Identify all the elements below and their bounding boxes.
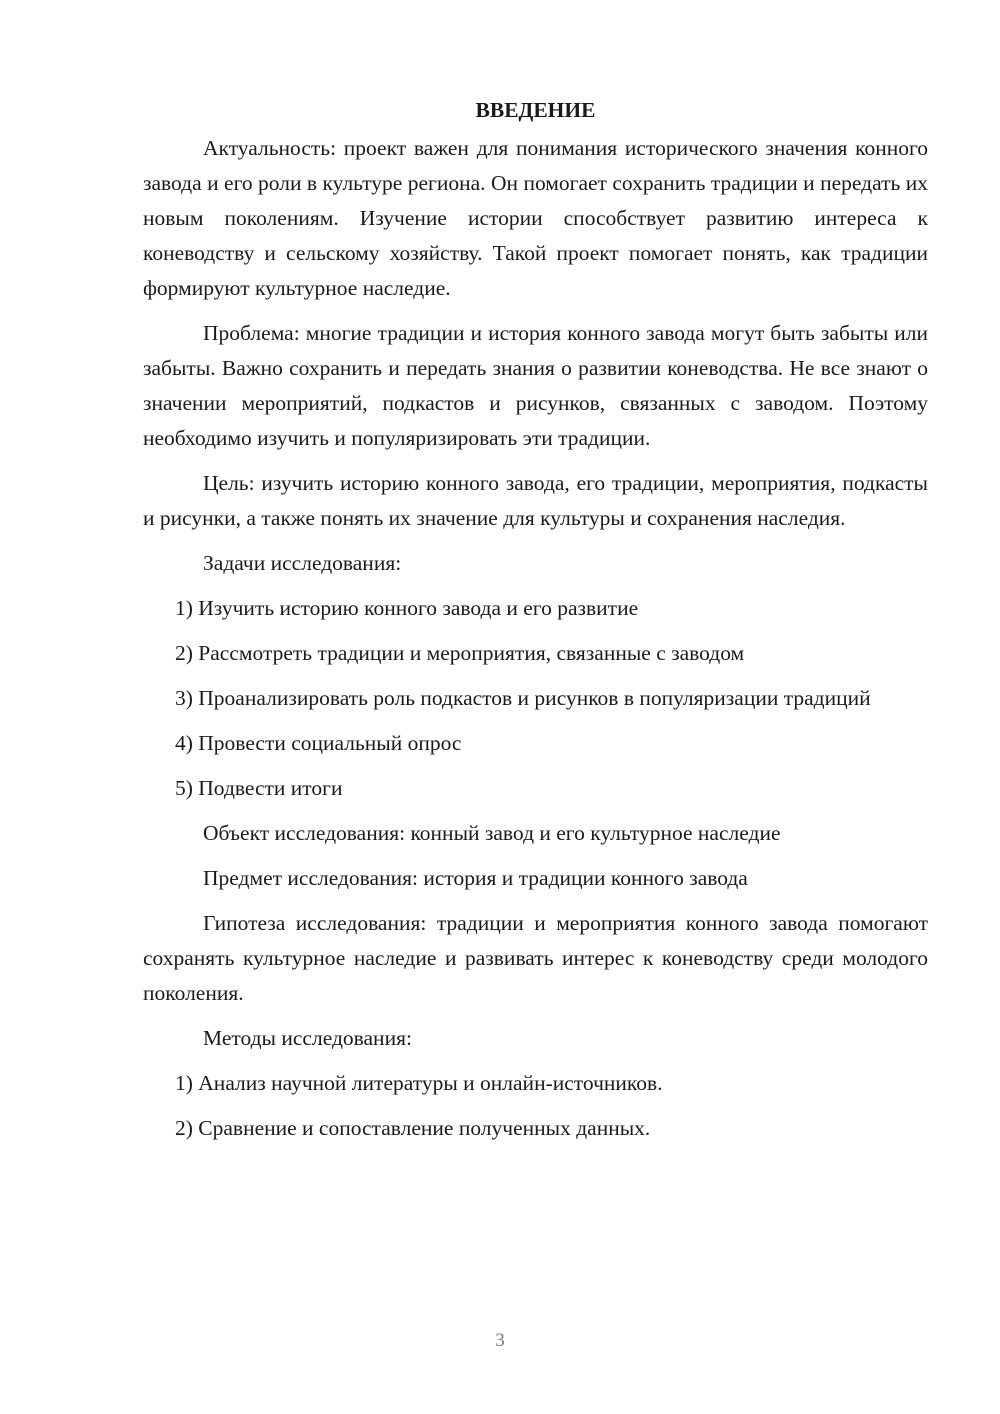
list-item: 2) Рассмотреть традиции и мероприятия, связанные с заводом: [175, 641, 745, 665]
list-item: 2) Сравнение и сопоставление полученных данных.: [175, 1116, 651, 1140]
methods-list: [143, 1066, 928, 1146]
tasks-list: [143, 591, 928, 806]
list-item: 1) Изучить историю конного завода и его развитие: [175, 596, 639, 620]
page-title: ВВЕДЕНИЕ: [475, 98, 596, 122]
document-page: [143, 95, 928, 1156]
paragraph-goal: Цель: изучить историю конного завода, его традиции, мероприятия, подкасты и рисунки, а также понять их значение для культуры и сохранения наследия.: [143, 471, 928, 530]
paragraph-relevance: Актуальность: проект важен для понимания исторического значения конного завода и его роли в культуре региона. Он помогает сохранить традиции и передать их новым поколениям. Изучение истории способствует развитию интереса к коневодству и сельскому хозяйству. Такой проект помогает понять, как традиции формируют культурное наследие.: [143, 136, 928, 300]
paragraph-subject: Предмет исследования: история и традиции конного завода: [203, 866, 748, 890]
page-number: 3: [495, 1330, 505, 1351]
tasks-heading: Задачи исследования:: [203, 551, 402, 575]
list-item: 5) Подвести итоги: [175, 776, 343, 800]
list-item: 3) Проанализировать роль подкастов и рисунков в популяризации традиций: [175, 686, 871, 710]
paragraph-object: Объект исследования: конный завод и его культурное наследие: [203, 821, 781, 845]
list-item: 4) Провести социальный опрос: [175, 731, 462, 755]
paragraph-hypothesis: Гипотеза исследования: традиции и мероприятия конного завода помогают сохранять культурное наследие и развивать интерес к коневодству среди молодого поколения.: [143, 911, 928, 1005]
list-item: 1) Анализ научной литературы и онлайн-источников.: [175, 1071, 663, 1095]
methods-heading: Методы исследования:: [203, 1026, 412, 1050]
paragraph-problem: Проблема: многие традиции и история конного завода могут быть забыты или забыты. Важно сохранить и передать знания о развитии коневодства. Не все знают о значении мероприятий, подкастов и рисунков, связанных с заводом. Поэтому необходимо изучить и популяризировать эти традиции.: [143, 321, 928, 450]
